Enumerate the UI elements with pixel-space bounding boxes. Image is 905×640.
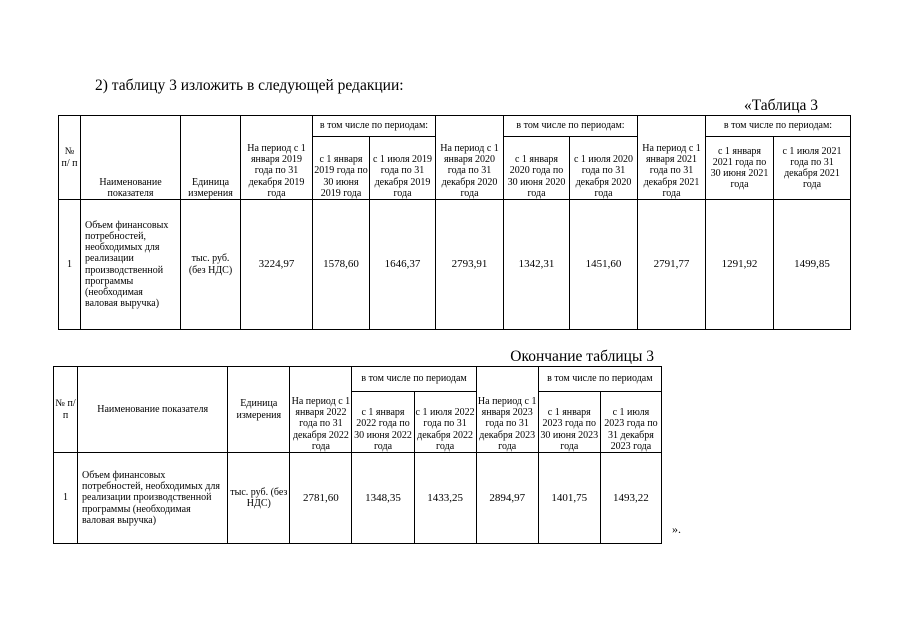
header-name: Наименование показателя: [78, 367, 228, 453]
header-period-2020: На период с 1 января 2020 года по 31 декабря 2020 года: [436, 116, 504, 200]
value-2023: 2894,97: [476, 453, 538, 544]
row-unit: тыс. руб. (без НДС): [228, 453, 290, 544]
value-2019: 3224,97: [241, 200, 313, 330]
header-h1-2020: с 1 января 2020 года по 30 июня 2020 года: [504, 137, 570, 200]
row-name: Объем финансовых потребностей, необходимых для реализации производственной программы (необходимая валовая выручка): [78, 453, 228, 544]
header-h1-2021: с 1 января 2021 года по 30 июня 2021 года: [706, 137, 774, 200]
row-num: 1: [59, 200, 81, 330]
header-period-2023: На период с 1 января 2023 года по 31 декабря 2023 года: [476, 367, 538, 453]
table2-caption: Окончание таблицы 3: [510, 348, 654, 365]
table-3-continuation: [53, 366, 662, 544]
value-2021: 2791,77: [638, 200, 706, 330]
header-h1-2023: с 1 января 2023 года по 30 июня 2023 года: [538, 392, 600, 453]
intro-text: 2) таблицу 3 изложить в следующей редакции:: [95, 77, 404, 94]
value-h1-2023: 1401,75: [538, 453, 600, 544]
value-2020: 2793,91: [436, 200, 504, 330]
header-h2-2021: с 1 июля 2021 года по 31 декабря 2021 года: [774, 137, 851, 200]
value-h1-2022: 1348,35: [352, 453, 414, 544]
header-period-2022: На период с 1 января 2022 года по 31 декабря 2022 года: [290, 367, 352, 453]
row-name: Объем финансовых потребностей, необходимых для реализации производственной программы (необходимая валовая выручка): [81, 200, 181, 330]
header-incl-2023: в том числе по периодам: [538, 367, 661, 392]
header-period-2021: На период с 1 января 2021 года по 31 декабря 2021 года: [638, 116, 706, 200]
value-h2-2021: 1499,85: [774, 200, 851, 330]
value-h1-2019: 1578,60: [313, 200, 370, 330]
header-incl-2021: в том числе по периодам:: [706, 116, 851, 137]
table-row: [54, 453, 662, 544]
row-num: 1: [54, 453, 78, 544]
header-h2-2023: с 1 июля 2023 года по 31 декабря 2023 года: [600, 392, 661, 453]
table-3-main: [58, 115, 851, 330]
header-incl-2019: в том числе по периодам:: [313, 116, 436, 137]
header-num: № п/п: [54, 367, 78, 453]
header-num: № п/ п: [59, 116, 81, 200]
header-unit: Единица измерения: [228, 367, 290, 453]
header-period-2019: На период с 1 января 2019 года по 31 декабря 2019 года: [241, 116, 313, 200]
value-h2-2023: 1493,22: [600, 453, 661, 544]
header-h1-2022: с 1 января 2022 года по 30 июня 2022 года: [352, 392, 414, 453]
header-row-1: [54, 367, 662, 392]
row-unit: тыс. руб. (без НДС): [181, 200, 241, 330]
header-h1-2019: с 1 января 2019 года по 30 июня 2019 года: [313, 137, 370, 200]
header-incl-2022: в том числе по периодам: [352, 367, 476, 392]
header-name: Наименование показателя: [81, 116, 181, 200]
value-h2-2022: 1433,25: [414, 453, 476, 544]
header-row-1: [59, 116, 851, 137]
header-h2-2019: с 1 июля 2019 года по 31 декабря 2019 года: [370, 137, 436, 200]
value-h2-2019: 1646,37: [370, 200, 436, 330]
header-incl-2020: в том числе по периодам:: [504, 116, 638, 137]
value-h2-2020: 1451,60: [570, 200, 638, 330]
header-h2-2020: с 1 июля 2020 года по 31 декабря 2020 года: [570, 137, 638, 200]
closing-quote: ».: [672, 522, 681, 536]
value-h1-2021: 1291,92: [706, 200, 774, 330]
value-h1-2020: 1342,31: [504, 200, 570, 330]
table1-caption: «Таблица 3: [743, 97, 818, 114]
value-2022: 2781,60: [290, 453, 352, 544]
header-h2-2022: с 1 июля 2022 года по 31 декабря 2022 года: [414, 392, 476, 453]
table-row: [59, 200, 851, 330]
header-unit: Единица измерения: [181, 116, 241, 200]
